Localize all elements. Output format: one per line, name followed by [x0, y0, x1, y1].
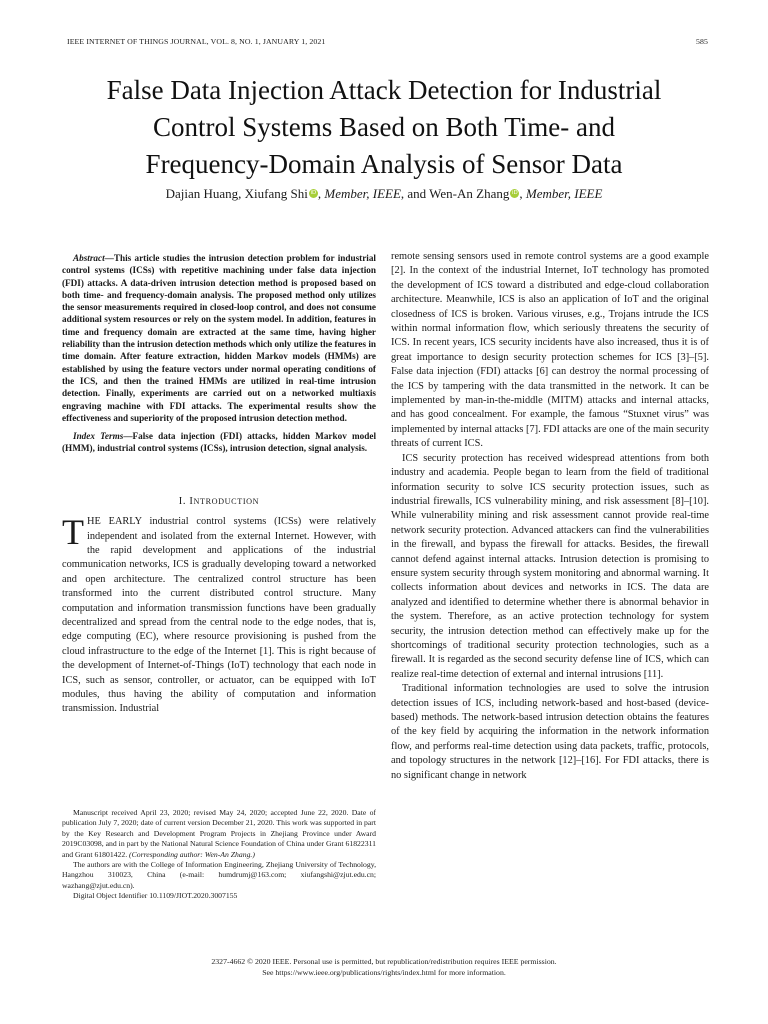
running-head: [67, 37, 708, 46]
right-column: [391, 250, 709, 783]
copyright-notice: 2327-4662 © 2020 IEEE. Personal use is permitted, but republication/redistribution requires IEEE permission. See https://www.ieee.org/publications/rights/index.html for more information.: [67, 956, 701, 978]
title-line: False Data Injection Attack Detection for Industrial: [106, 75, 662, 105]
affiliation-note: The authors are with the College of Information Engineering, Zhejiang University of Technology, Hangzhou 310023, China (e-mail: humdrumj@163.com; xiufangshi@zjut.edu.cn; wazhang@zjut.edu.cn).: [62, 860, 376, 890]
orcid-icon[interactable]: iD: [511, 190, 518, 196]
paper-title: [40, 72, 728, 183]
abstract: [62, 252, 376, 424]
abstract-text: —This article studies the intrusion detection problem for industrial control systems (ICSs) with repetitive machining under false data injection (FDI) attacks. A data-driven intrusion detection method is proposed based on both time- and frequency-domain analysis. The proposed method only utilizes the sensor measurements required in closed-loop control, and does not consume additional system resources or rely on the system model. In addition, features in time and frequency domain are extracted at the same time, having higher reliability than the intrusion detection methods which only utilize the features in time domain. After feature extraction, hidden Markov models (HMMs) are established by using the feature vectors under normal operating conditions of the ICS, and then the trained HMMs are utilized in real-time intrusion detection. Finally, experiments are carried out on a networked multiaxis engraving machine with FDI attacks. The experimental results show the effectiveness and superiority of the proposed intrusion detection method.: [62, 253, 376, 423]
body-paragraph: remote sensing sensors used in remote control systems are a good example [2]. In the context of the industrial Internet, IoT technology has promoted the development of ICS toward a distributed and edge-cloud collaboration architecture. Meanwhile, ICS is also an application of IoT and the original closedness of ICS is broken. Various viruses, e.g., Trojans intrude the ICS within normal information flow, which seriously threatens the security of ICS. In recent years, ICS security incidents have also increased, thus it is of great importance to design security protection schemes for ICS [3]–[5]. False data injection (FDI) attacks [6] can destroy the normal processing of the ICS by tampering with the data transmitted in the network. It can be implemented by man-in-the-middle (MITM) attacks and internal attacks, and has good concealment. For example, the famous “Stuxnet virus” was implemented by internal attacks [7]. FDI attacks are one of the main security threats of current ICS.: [391, 251, 709, 450]
title-line: Frequency-Domain Analysis of Sensor Data: [145, 149, 623, 179]
journal-info: IEEE INTERNET OF THINGS JOURNAL, VOL. 8, NO. 1, JANUARY 1, 2021: [67, 37, 326, 46]
manuscript-note: Manuscript received April 23, 2020; revised May 24, 2020; accepted June 22, 2020. Date of publication July 7, 2020; date of current version December 21, 2020. This work was supported in part by the Key Research and Development Program Projects in Zhejiang Province under Award 2019C03098, and in part by the National Natural Science Foundation of China under Grant 61822311 and Grant 61801422. (Corresponding author: Wen-An Zhang.): [62, 808, 376, 859]
author-names: , and Wen-An Zhang: [400, 186, 510, 201]
footnote: [62, 808, 376, 902]
section-heading: I. INTRODUCTION: [178, 495, 260, 507]
title-line: Control Systems Based on Both Time- and: [152, 112, 616, 142]
author-names: Dajian Huang, Xiufang Shi: [165, 186, 308, 201]
corresponding-author: (Corresponding author: Wen-An Zhang.): [129, 849, 255, 859]
index-terms-label: Index Terms: [73, 431, 124, 442]
author-membership: Member, IEEE: [525, 186, 603, 201]
author-membership: Member, IEEE: [324, 186, 401, 201]
author-list: Dajian Huang, Xiufang Shi iD , Member, IEEE, and Wen-An Zhang iD , Member, IEEE: [165, 186, 603, 201]
body-paragraph: Traditional information technologies are used to solve the intrusion detection issues of ICS, including network-based and host-based (device-based) methods. The network-based intrusion detection obtains the features of the key field by acquiring the information in the network information flow, and performs real-time detection using data packets, traffic, protocols, and topology structures in the network [12]–[16]. For FDI attacks, there is no significant change in network: [391, 683, 709, 781]
abstract-label: Abstract: [73, 253, 105, 263]
intro-paragraph: THE EARLY industrial control systems (ICSs) were relatively independent and isolated from the external Internet. However, with the rapid development and applications of the industrial communication networks, ICS is gradually developing toward a networked and open architecture. The centralized control structure has been transformed into the current distributed control structure. Many computation and information transmission functions have been gradually decentralized and spread from the central node to the edge nodes, that is, edge computing (EC), where resource provisioning is pushed from the cloud infrastructure to the edge of the Internet [1]. This is right because of the development of Internet-of-Things (IoT) technology that each node in ICS, such as sensor, controller, or actuator, can be equipped with IoT modules, thus having the ability of computation and information transmission. Industrial: [62, 512, 376, 715]
index-terms-text: —False data injection (FDI) attacks, hidden Markov model (HMM), industrial control systems (ICSs), intrusion detection, signal analysis.: [62, 431, 376, 454]
doi-note: Digital Object Identifier 10.1109/JIOT.2020.3007155: [73, 891, 238, 901]
orcid-icon[interactable]: iD: [310, 190, 317, 196]
left-column: [62, 252, 376, 717]
drop-cap: T: [62, 512, 84, 553]
page-number: 585: [696, 37, 708, 46]
rights-link[interactable]: See https://www.ieee.org/publications/rights/index.html for more information.: [262, 968, 506, 977]
body-paragraph: ICS security protection has received widespread attentions from both industry and academia. People began to learn from the field of traditional information security to solve ICS security protection issues, such as industrial firewalls, ICS vulnerability mining, and risk assessment [8]–[10]. While vulnerability mining and risk assessment cannot provide real-time network security protection. Advanced attackers can find the vulnerabilities in the firewall, and bypass the firewall for attacks. Besides, the firewall cannot defend against internal attacks. Intrusion detection is promising to ensure system security through system monitoring and abnormal warning. It collects information about devices and networks in ICS. The data are analyzed and identified to determine whether there is abnormal behavior in the system. Therefore, as an active protection technology for system security, the intrusion detection method can effectively make up for the shortcomings of traditional security protection technologies, such as a firewall. It is regarded as the second security defense line of ICS, which can realize real-time detection of external and internal intrusions [11].: [391, 452, 709, 680]
index-terms: [62, 430, 376, 455]
